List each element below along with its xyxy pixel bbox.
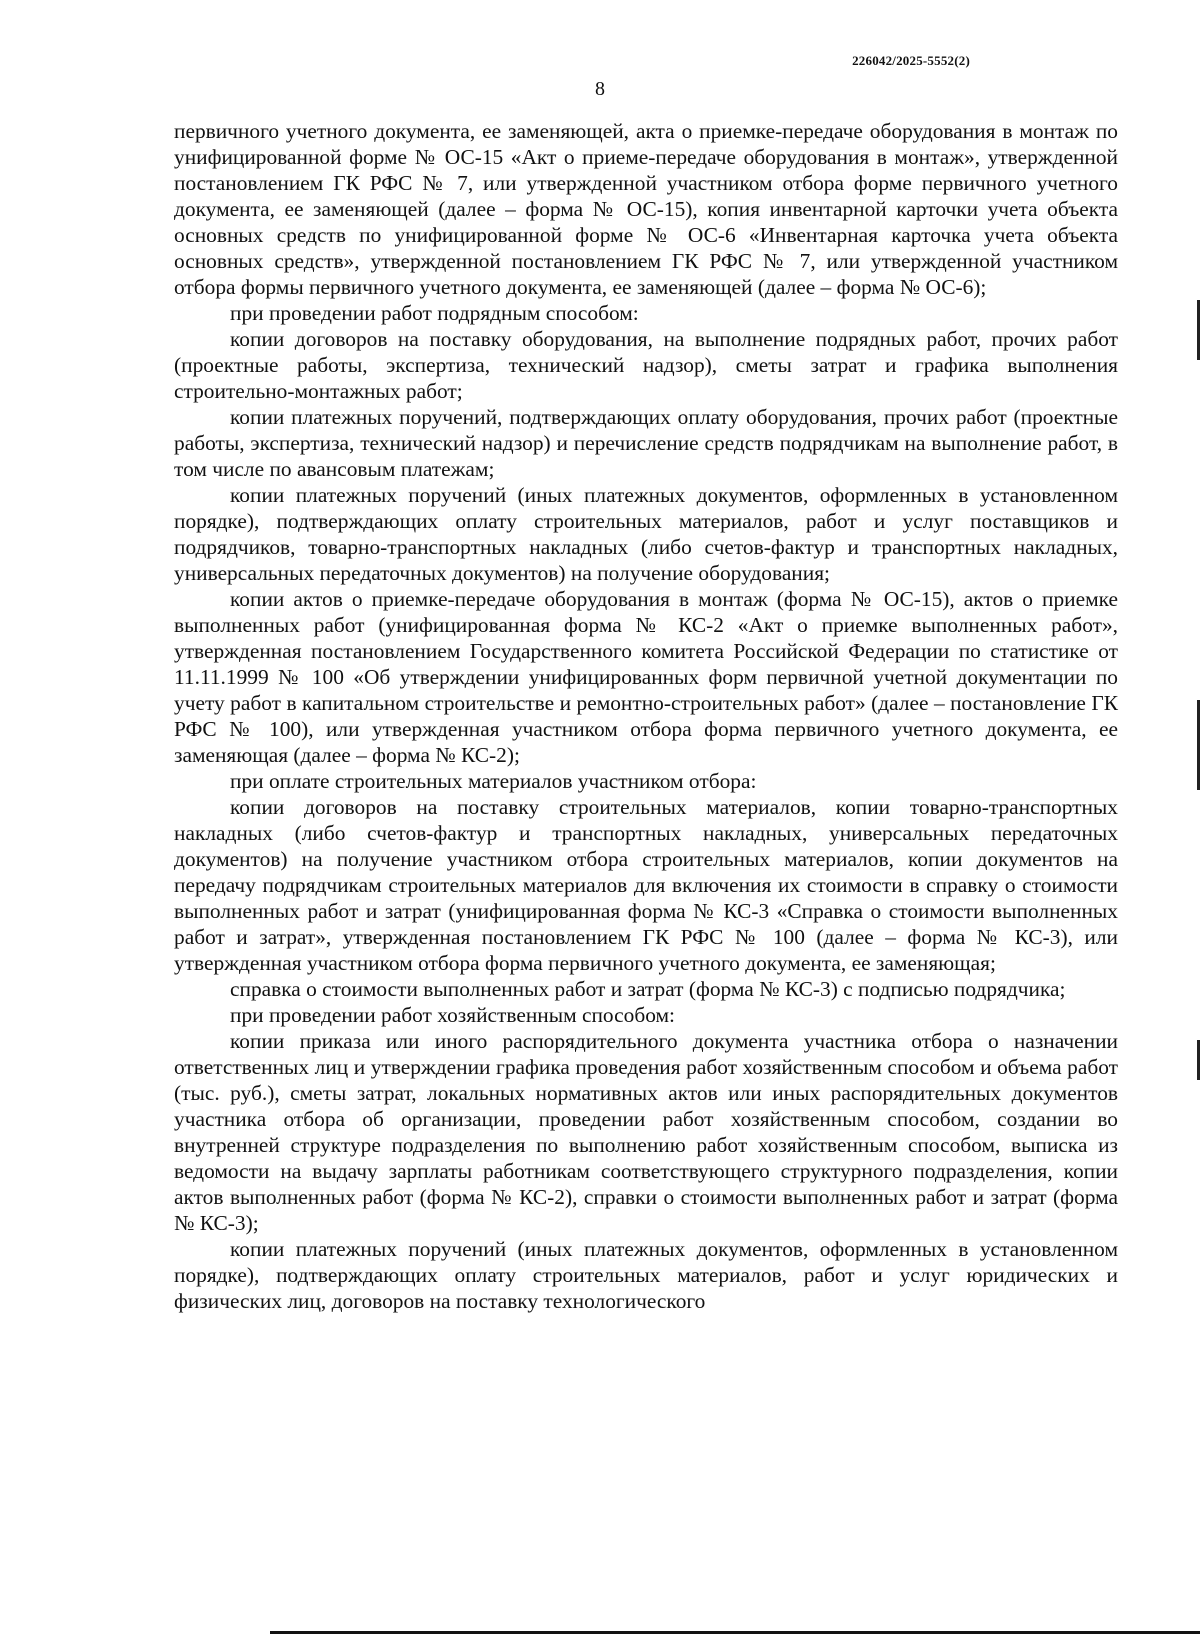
paragraph: копии приказа или иного распорядительного документа участника отбора о назначении ответственных лиц и утверждении графика проведения работ хозяйственным способом и объема работ (тыс. руб.), сметы затрат, локальных нормативных актов или иных распорядительных документов участника отбора об организации, проведении работ хозяйственным способом, создании во внутренней структуре подразделения по выполнению работ хозяйственным способом, выписка из ведомости на выдачу зарплаты работникам соответствующего структурного подразделения, копии актов выполненных работ (форма № КС-2), справки о стоимости выполненных работ и затрат (форма № КС-3);: [174, 1029, 1118, 1235]
paragraph: справка о стоимости выполненных работ и затрат (форма № КС-3) с подписью подрядчика;: [230, 977, 1066, 1001]
document-body: [174, 118, 1118, 1314]
page-number: 8: [595, 78, 605, 100]
paragraph: копии платежных поручений, подтверждающих оплату оборудования, прочих работ (проектные работы, экспертиза, технический надзор) и перечисление средств подрядчикам на выполнение работ, в том числе по авансовым платежам;: [174, 405, 1118, 481]
paragraph-continuation: первичного учетного документа, ее заменяющей, акта о приемке-передаче оборудования в монтаж по унифицированной форме № ОС-15 «Акт о приеме-передаче оборудования в монтаж», утвержденной постановлением ГК РФС № 7, или утвержденной участником отбора форме первичного учетного документа, ее заменяющей (далее – форма № ОС-15), копия инвентарной карточки учета объекта основных средств по унифицированной форме № ОС-6 «Инвентарная карточка учета объекта основных средств», утвержденной постановлением ГК РФС № 7, или утвержденной участником отбора формы первичного учетного документа, ее заменяющей (далее – форма № ОС-6);: [174, 119, 1118, 299]
document-registration-number: 226042/2025-5552(2): [852, 53, 970, 68]
paragraph: при оплате строительных материалов участником отбора:: [230, 769, 757, 793]
paragraph: копии платежных поручений (иных платежных документов, оформленных в установленном порядке), подтверждающих оплату строительных материалов, работ и услуг юридических и физических лиц, договоров на поставку технологического: [174, 1237, 1118, 1313]
paragraph: копии платежных поручений (иных платежных документов, оформленных в установленном порядке), подтверждающих оплату строительных материалов, работ и услуг поставщиков и подрядчиков, товарно-транспортных накладных (либо счетов-фактур и транспортных накладных, универсальных передаточных документов) на получение оборудования;: [174, 483, 1118, 585]
paragraph: при проведении работ хозяйственным способом:: [230, 1003, 675, 1027]
paragraph: копии договоров на поставку оборудования, на выполнение подрядных работ, прочих работ (проектные работы, экспертиза, технический надзор), сметы затрат и графика выполнения строительно-монтажных работ;: [174, 327, 1118, 403]
paragraph: копии договоров на поставку строительных материалов, копии товарно-транспортных накладных (либо счетов-фактур и транспортных накладных, универсальных передаточных документов) на получение участником отбора строительных материалов, копии документов на передачу подрядчикам строительных материалов для включения их стоимости в справку о стоимости выполненных работ и затрат (унифицированная форма № КС-3 «Справка о стоимости выполненных работ и затрат», утвержденная постановлением ГК РФС № 100 (далее – форма № КС-3), или утвержденная участником отбора форма первичного учетного документа, ее заменяющая;: [174, 795, 1118, 975]
paragraph: копии актов о приемке-передаче оборудования в монтаж (форма № ОС-15), актов о приемке выполненных работ (унифицированная форма № КС-2 «Акт о приемке выполненных работ», утвержденная постановлением Государственного комитета Российской Федерации по статистике от 11.11.1999 № 100 «Об утверждении унифицированных форм первичной учетной документации по учету работ в капитальном строительстве и ремонтно-строительных работ» (далее – постановление ГК РФС № 100), или утвержденная участником отбора форма первичного учетного документа, ее заменяющая (далее – форма № КС-2);: [174, 587, 1118, 767]
paragraph: при проведении работ подрядным способом:: [230, 301, 639, 325]
